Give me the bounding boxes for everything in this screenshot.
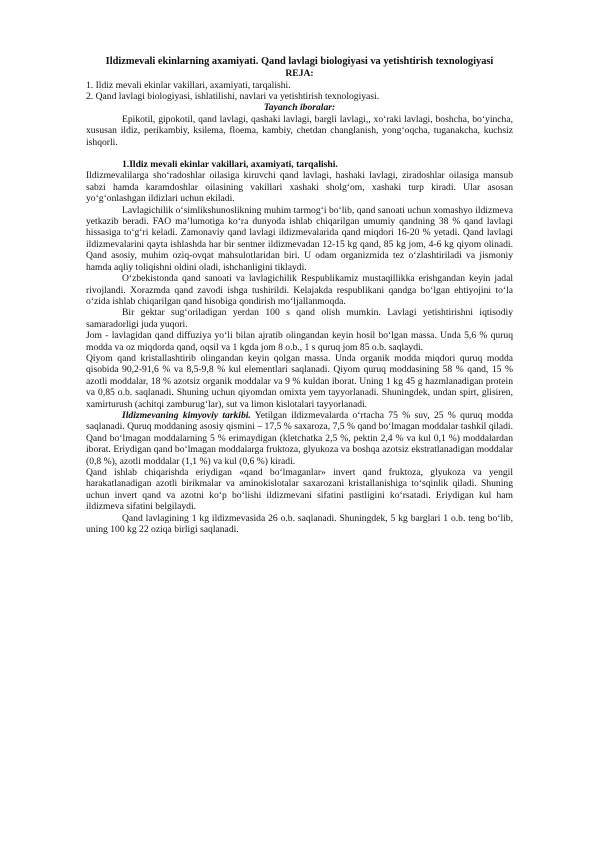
- paragraph-7-text: Yetilgan ildizmevalarda o‘rtacha 75 % suv, 25 % quruq modda saqlanadi. Quruq moddaning asosiy qismini – 17,5 % saxaroza, 7,5 % qand bo‘lmagan moddalar tashkil qiladi. Qand bo‘lmagan moddalarning 5 % erimaydigan (kletchatka 2,5 %, pektin 2,4 % va kul 0,1 %) moddalardan iborat. Eriydigan qand bo‘lmagan moddalarga fruktoza, glyukoza va boshqa azotsiz ekstratlanadigan moddalar (0,8 %), azotli moddalar (1,1 %) va kul (0,6 %) kiradi.: [86, 409, 513, 467]
- paragraph-9: Qand lavlagining 1 kg ildizmevasida 26 o.b. saqlanadi. Shuningdek, 5 kg barglari 1 o.b. teng bo‘lib, uning 100 kg 22 oziqa birligi saqlanadi.: [86, 512, 513, 536]
- key-terms-heading: Tayanch iboralar:: [263, 102, 336, 114]
- document-title: Ildizmevali ekinlarning axamiyati. Qand lavlagi biologiyasi va yetishtirish texnologiyasi: [105, 56, 494, 67]
- section-1-heading: 1.Ildiz mevali ekinlar vakillari, axamiyati, tarqalishi.: [122, 159, 338, 171]
- plan-item-1: 1. Ildiz mevali ekinlar vakillari, axamiyati, tarqalishi.: [86, 79, 291, 91]
- paragraph-4: Bir gektar sug‘oriladigan yerdan 100 s qand olish mumkin. Lavlagi yetishtirishni iqtisodiy samaradorligi juda yuqori.: [86, 307, 513, 330]
- chemical-composition-label: Ildizmevaning kimyoviy tarkibi.: [122, 409, 251, 421]
- paragraph-6: Qiyom qand kristallashtirib olingandan keyin qolgan massa. Unda organik modda miqdori quruq modda qisobida 90,2-91,6 % va 8,5-9,8 % kul elementlari saqlanadi. Qiyom quruq moddasining 58 % qand, 15 % azotli moddalar, 18 % azotsiz organik moddalar va 9 % kuldan iborat. Uning 1 kg 45 g hazmlanadigan protein va 0,85 o.b. saqlanadi. Shuning uchun qiyomdan omixta yem tayyorlanadi. Shuningdek, undan spirt, glisiren, xamirturush (achitqi zamburug‘lar), sut va limon kislotalari tayyorlanadi.: [86, 352, 513, 410]
- plan-item-2: 2. Qand lavlagi biologiyasi, ishlatilishi, navlari va yetishtirish texnologiyasi.: [86, 91, 380, 103]
- paragraph-3: O‘zbekistonda qand sanoati va lavlagichilik Respublikamiz mustaqillikka erishgandan keyin jadal rivojlandi. Xorazmda qand zavodi ishga tushirildi. Kelajakda respublikani qandga bo‘lgan ehtiyojini to‘la o‘zida ishlab chiqarilgan qand hisobiga qondirish mo‘ljallanmoqda.: [86, 273, 513, 307]
- key-terms-text: Epikotil, gipokotil, qand lavlagi, qashaki lavlagi, bargli lavlagi,, xo‘raki lavlagi, boshcha, bo‘yincha, xususan ildiz, perikambiy, ksilema, floema, kambiy, chetdan changlanish, yong‘oqcha, tuganakcha, kuchsiz ishqorli.: [86, 113, 513, 148]
- paragraph-5: Jom - lavlagidan qand diffuziya yo‘li bilan ajratib olingandan keyin hosil bo‘lgan massa. Unda 5,6 % quruq modda va oz miqdorda qand, oqsil va 1 kgda jom 8 o.b., 1 s quruq jom 85 o.b. saqlaydi.: [86, 330, 513, 353]
- paragraph-7: [86, 410, 513, 467]
- document-page: [86, 56, 513, 535]
- spacer: [86, 148, 513, 159]
- paragraph-1: Ildizmevalilarga sho‘radoshlar oilasiga kiruvchi qand lavlagi, hashaki lavlagi, ziradoshlar oilasiga mansub sabzi hamda karamdoshlar oilasining vakillari xashaki sholg‘om, xashaki turp kiradi. Ular asosan yo‘g‘onlashgan ildizlari uchun ekiladi.: [86, 170, 513, 205]
- paragraph-2: Lavlagichilik o‘simlikshunoslikning muhim tarmog‘i bo‘lib, qand sanoati uchun xomashyo ildizmeva yetkazib beradi. FAO ma’lumotiga ko‘ra dunyoda ishlab chiqarilgan umumiy qandning 38 % qand lavlagi hissasiga to‘g‘ri keladi. Zamonaviy qand lavlagi ildizmevalarida qand miqdori 16-20 % yetadi. Qand lavlagi ildizmevalarini qayta ishlashda har bir sentner ildizmevadan 12-15 kg qand, 85 kg jom, 4-6 kg qiyom olinadi. Qand asosiy, muhim oziq-ovqat mahsulotlaridan biri. U odam organizmida tez o‘zlashtiriladi va jismoniy hamda aqliy toliqishni oldini oladi, ishchanligini tiklaydi.: [86, 204, 513, 273]
- plan-heading: REJA:: [285, 68, 314, 80]
- paragraph-8: Qand ishlab chiqarishda eriydigan «qand bo‘lmaganlar» invert qand fruktoza, glyukoza va yengil harakatlanadigan azotli birikmalar va aminokislotalar saxarozani kristallanishiga to‘sqinlik qiladi. Shuning uchun invert qand va azotni ko‘p bo‘lishi ildizmevani sifatini pastligini ko‘rsatadi. Eriydigan kul ham ildizmeva sifatini belgilaydi.: [86, 467, 513, 513]
